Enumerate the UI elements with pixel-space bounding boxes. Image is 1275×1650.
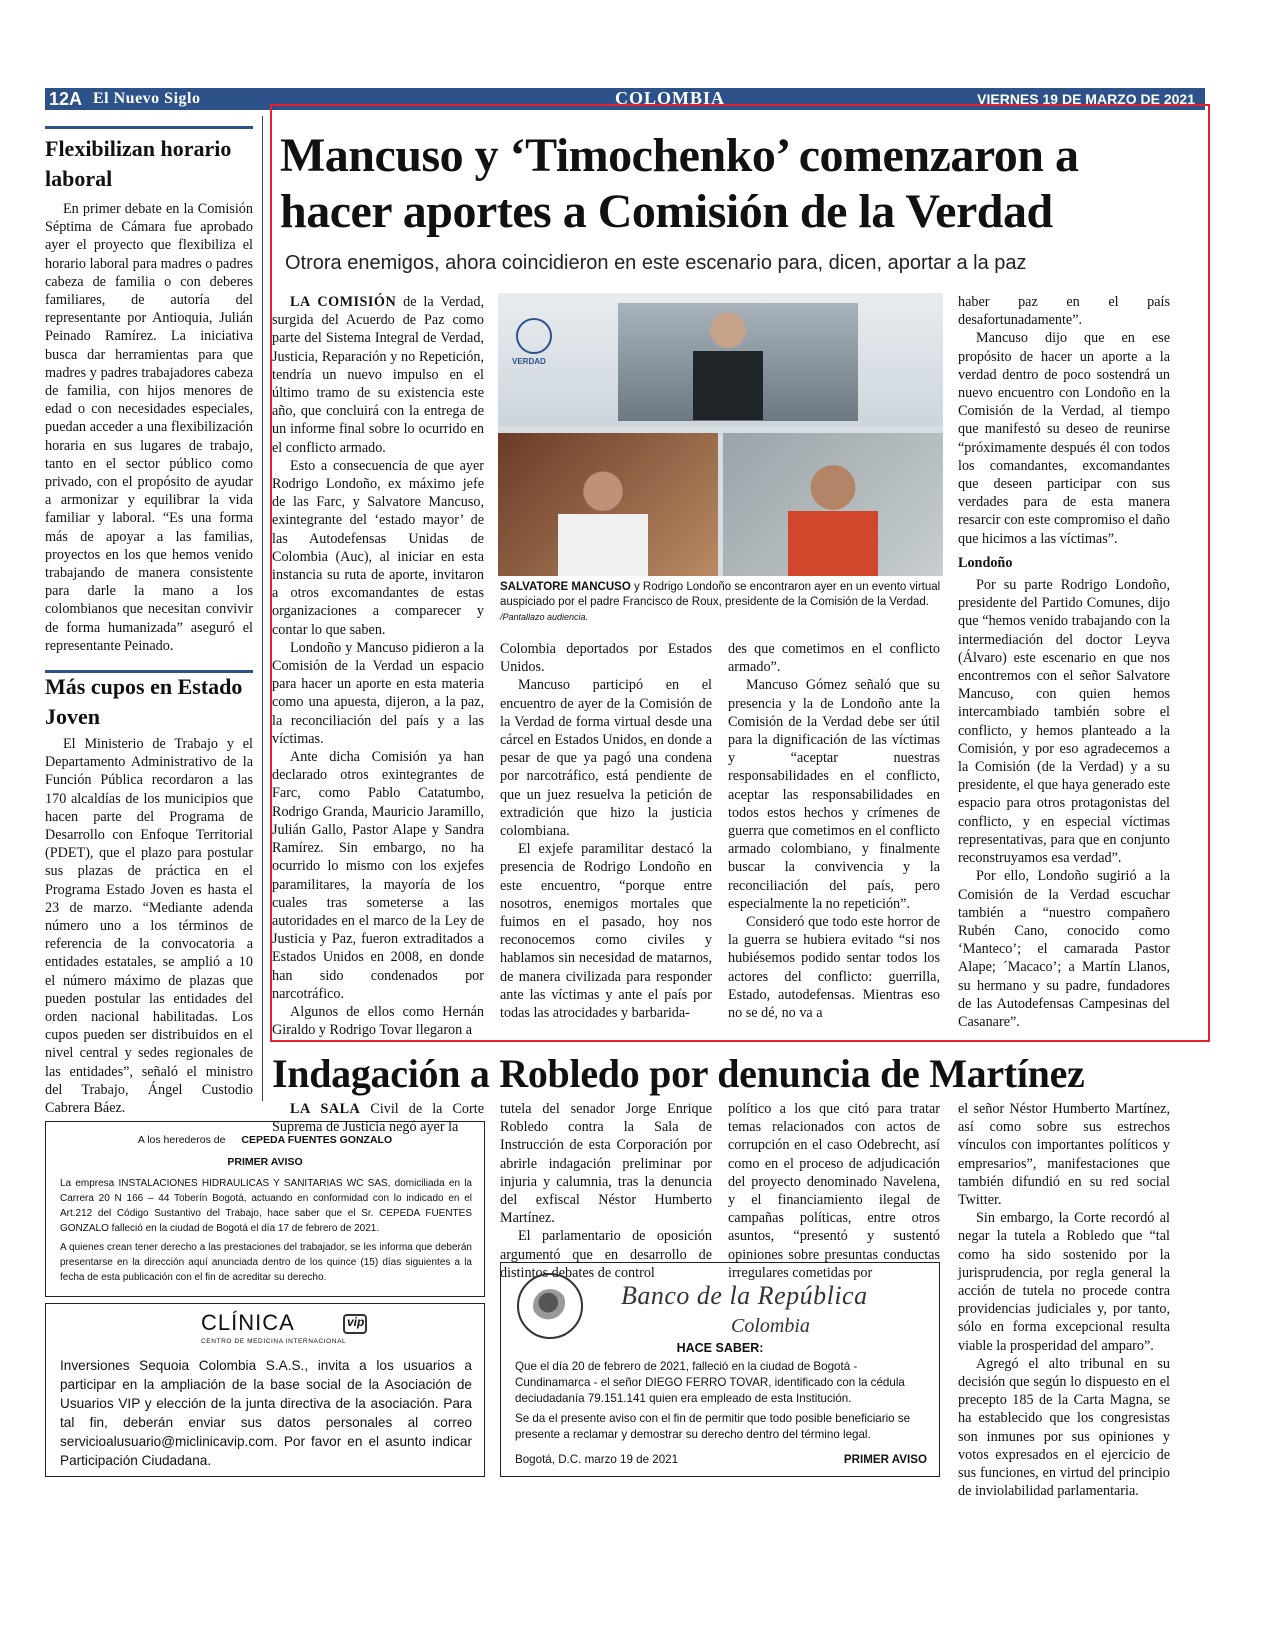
article-column: LA COMISIÓN de la Verdad, surgida del Acuerdo de Paz como parte del Sistema Integral de Verdad, Justicia, Reparación y no Repetición, tendría un nuevo impulso en el último tramo de su existencia este año, que concluirá con la entrega de un informe final sobre lo ocurrido en el conflicto armado. Esto a consecuencia de que ayer Rodrigo Londoño, ex máximo jefe de las Farc, y Salvatore Mancuso, exintegrante del ‘estado mayor’ de las Autodefensas Unidas de Colombia (Auc), al iniciar en esta instancia su ruta de aporte, invitaron a otros excomandantes de estas organizaciones a comparecer y contar lo que saben. Londoño y Mancuso pidieron a la Comisión de la Verdad un espacio para hacer un aporte en esta materia como una apuesta, dijeron, a la paz, la reconciliación del país y a las víctimas. Ante dicha Comisión ya han declarado otros exintegrantes de Farc, como Pablo Catatumbo, Rodrigo Granda, Mauricio Jaramillo, Julián Gallo, Pastor Alape y Sandra Ramírez. Sin embargo, no ha ocurrido lo mismo con los exjefes paramilitares, la mayoría de los cuales tras someterse a las autoridades en el marco de la Ley de Justicia y Paz, fueron extraditados a Estados Unidos en 2008, en donde han sido condenados por narcotráfico. Algunos de ellos como Hernán Giraldo y Rodrigo Tovar llegaron a	[272, 294, 485, 1039]
photo-caption: SALVATORE MANCUSO y Rodrigo Londoño se encontraron ayer en un evento virtual auspiciado por el padre Francisco de Roux, presidente de la Comisión de la Verdad. /Pantallazo audiencia.	[500, 581, 941, 622]
newspaper-name: El Nuevo Siglo	[93, 90, 201, 107]
article-column: el señor Néstor Humberto Martínez, así como sobre sus estrechos vínculos con importantes políticos y empresarios”, manifestaciones que también difundió en su red social Twitter. Sin embargo, la Corte recordó al negar la tutela a Robledo que “tal como ha sido sostenido por la jurisprudencia, por regla general la acción de tutela no procede contra providencias judiciales y, por tanto, sólo en forma excepcional resulta viable la prosperidad del amparo”. Agregó el alto tribunal en su decisión que según lo dispuesto en el precepto 185 de la Carta Magna, se ha establecido que los congresistas son inmunes por sus opiniones y votos expresados en el ejercicio de sus funciones, en virtud del principio de inviolabilidad parlamentaria.	[958, 1101, 1170, 1500]
clinic-ad	[45, 1303, 485, 1477]
page-number: 12A	[49, 89, 83, 109]
article-column: Colombia deportados por Estados Unidos. Mancuso participó en el encuentro de ayer de la Comisión de la Verdad de forma virtual desde una cárcel en Estados Unidos, en donde a pesar de que ya pagó una condena por narcotráfico, está pendiente de que un juez resuelva la petición de extradición que hizo la justicia colombiana. El exjefe paramilitar destacó la presencia de Rodrigo Londoño en este encuentro, “porque entre nosotros, enemigos mortales que fuimos en el pasado, hoy nos reconocemos como civiles y hablamos sin necesidad de matarnos, de manera civilizada para responder ante las víctimas y ante el país por todas las atrocidades y barbarida-	[500, 641, 712, 1022]
clinic-subtitle: CENTRO DE MEDICINA INTERNACIONAL	[201, 1338, 347, 1345]
brief-body: En primer debate en la Comisión Séptima de Cámara fue aprobado ayer el proyecto que flexibiliza el horario laboral para madres o padres cabeza de familia o con deberes familiares, de autoría del representante por Antioquia, Julián Peinado Ramírez. La iniciativa busca dar herramientas para que madres y padres trabajadores cabeza de familia, con hijos menores de edad o con necesidades especiales, puedan acceder a una flexibilización horaria en sus lugares de trabajo, tanto en el sector público como privado, con el propósito de ayudar a armonizar y equilibrar la vida familiar y laboral. “Es una forma más de apoyar a las familias, proyectos en los que hemos venido trabajando de manera consistente para darle la mano a los colombianos que necesitan convivir de forma humanizada” aseguró el representante Peinado.	[45, 201, 253, 654]
notice-heading: HACE SABER:	[676, 1341, 764, 1355]
brief-title: Más cupos en Estado Joven	[45, 674, 243, 729]
article-column: haber paz en el país desafortunadamente”. Mancuso dijo que en ese propósito de hacer un aporte a la verdad dentro de poco sostendrá un nuevo encuentro con Londoño en la Comisión de la Verdad, al tiempo que manifestó su deseo de reunirse “próximamente después él con todos los comandantes, excomandantes que deseen participar con sus verdades para de esta manera resarcir con este compromiso el daño que hicimos a las víctimas”. Londoño Por su parte Rodrigo Londoño, presidente del Partido Comunes, dijo que “hemos venido trabajando con la intermediación del doctor Leyva (Álvaro) este escenario en que nos encontremos con el señor Salvatore Mancuso, con quien hemos intercambiado también sobre el conflicto, y hemos planteado a la Comisión, y por eso agradecemos a la Comisión (de la Verdad) y a su presidente, el que haya generado este espacio para otros protagonistas del conflicto, y en especial víctimas representativas, para que en conjunto reconstruyamos esa verdad”. Por ello, Londoño sugirió a la Comisión de la Verdad escuchar también a “nuestro compañero Rubén Cano, conocido como ‘Manteco’; el camarada Pastor Alape; ´Macaco’; a Martín Llanos, su hermano y su padre, fundadores de las Autodefensas Campesinas del Casanare”.	[958, 294, 1170, 1030]
clinic-logo: CLÍNICA	[201, 1310, 295, 1335]
deceased-name: CEPEDA FUENTES GONZALO	[241, 1134, 393, 1146]
death-notice-ad: A los herederos de CEPEDA FUENTES GONZALO PRIMER AVISO La empresa INSTALACIONES HIDRAULICAS Y SANITARIAS WC SAS, domiciliada en la Carrera 20 N 166 – 44 Toberín Bogotá, actuando en conformidad con lo indicado en el Art.212 del Código Sustantivo del Trabajo, hace saber que el Sr. CEPEDA FUENTES GONZALO falleció en la ciudad de Bogotá el día 17 de febrero de 2021. A quienes crean tener derecho a las prestaciones del trabajador, se les informa que deberán presentarse en la dirección aquí anunciada dentro de los quince (15) días siguientes a la fecha de esta publicación con el fin de acreditar su derecho.	[45, 1121, 485, 1297]
article-column: político a los que citó para tratar temas relacionados con actos de corrupción en el caso Odebrecht, así como en el proceso de adjudicación del proyecto denominado Navelena, y el financiamiento ilegal de campañas políticas, entre otros asuntos, “presentó y sustentó opiniones sobre presuntas conductas irregulares cometidas por	[728, 1101, 940, 1281]
bank-seal-icon	[517, 1273, 583, 1339]
headline: Indagación a Robledo por denuncia de Martínez	[272, 1051, 1085, 1096]
lead-in: LA COMISIÓN	[290, 294, 397, 310]
brief-rule	[45, 126, 253, 129]
photo-logo-label: VERDAD	[512, 357, 546, 366]
bank-name: Banco de la República	[621, 1281, 868, 1310]
ad-body: Inversiones Sequoia Colombia S.A.S., invita a los usuarios a participar en la ampliación de la base social de la Asociación de Usuarios VIP y elección de la junta directiva de la asociación. Para tal fin, deberán enviar sus datos personales al correo servicioalusuario@miclinicavip.com. Por favor en el asunto indicar Participación Ciudadana.	[60, 1358, 472, 1468]
lead-in: LA SALA	[290, 1101, 361, 1117]
article-column: tutela del senador Jorge Enrique Robledo contra la Sala de Instrucción de esta Corporación por abrirle indagación preliminar por injuria y calumnia, tras la denuncia del exfiscal Néstor Humberto Martínez. El parlamentario de oposición argumentó que en desarrollo de distintos debates de control	[500, 1101, 712, 1281]
ad-body: La empresa INSTALACIONES HIDRAULICAS Y SANITARIAS WC SAS, domiciliada en la Carrera 20 N 166 – 44 Toberín Bogotá, actuando en conformidad con lo indicado en el Art.212 del Código Sustantivo del Trabajo, hace saber que el Sr. CEPEDA FUENTES GONZALO falleció en la ciudad de Bogotá el día 17 de febrero de 2021.	[60, 1178, 472, 1234]
deck: Otrora enemigos, ahora coincidieron en este escenario para, dicen, aportar a la paz	[285, 252, 1027, 274]
notice-label: PRIMER AVISO	[227, 1156, 303, 1168]
section-name: COLOMBIA	[615, 88, 726, 108]
article-column: LA SALA Civil de la Corte Suprema de Justicia negó ayer la	[272, 1101, 484, 1136]
brief-body: El Ministerio de Trabajo y el Departamento Administrativo de la Función Pública recordaron a las 170 alcaldías de los municipios que hacen parte del Programa de Desarrollo con Enfoque Territorial (PDET), que el plazo para postular sus plazas de práctica en el Programa Estado Joven es hasta el 23 de marzo. “Mediante adenda número uno a los términos de referencia de la convocatoria a entidades estatales, se amplió a 10 el número máximo de plazas que pueden postular las entidades del orden nacional habilitadas. Los cupos pueden ser distribuidos en el nivel central y sedes regionales de las entidades”, señaló el ministro del Trabajo, Ángel Custodio Cabrera Báez.	[45, 736, 253, 1117]
ad-body: A quienes crean tener derecho a las prestaciones del trabajador, se les informa que deberán presentarse en la dirección aquí anunciada dentro de los quince (15) días siguientes a la fecha de esta publicación con el fin de acreditar su derecho.	[60, 1242, 472, 1283]
vip-logo-icon: vip	[343, 1314, 367, 1334]
ad-body: Que el día 20 de febrero de 2021, falleció en la ciudad de Bogotá - Cundinamarca - el señor DIEGO FERRO TOVAR, identificado con la cédula deciudadanía 79.151.141 quien era empleado de esta Institución.	[515, 1360, 905, 1405]
column-divider	[262, 116, 263, 1101]
bank-notice-ad	[500, 1262, 940, 1477]
commission-logo-icon	[516, 318, 552, 354]
headline: Mancuso y ‘Timochenko’ comenzaron a hacer aportes a Comisión de la Verdad	[280, 129, 1079, 238]
issue-date: VIERNES 19 DE MARZO DE 2021	[977, 91, 1195, 107]
article-photo	[498, 293, 943, 576]
bank-country: Colombia	[731, 1315, 810, 1337]
article-column: des que cometimos en el conflicto armado”. Mancuso Gómez señaló que su presencia y la de Londoño ante la Comisión de la Verdad debe ser útil para la dignificación de las víctimas y “aceptar nuestras responsabilidades en el conflicto, aceptar las responsabilidades en todos estos hechos y crímenes de guerra que cometimos en el conflicto armado colombiano, y finalmente buscar la convivencia y la reconciliación del país, pero especialmente la no repetición”. Consideró que todo este horror de la guerra se hubiera evitado “si nos hubiésemos podido sentar todos los actores del conflicto: guerrilla, Estado, autodefensas. Mientras eso no se dé, no va a	[728, 641, 940, 1022]
ad-footer: Bogotá, D.C. marzo 19 de 2021 PRIMER AVISO	[515, 1453, 927, 1466]
ad-body: Se da el presente aviso con el fin de permitir que todo posible beneficiario se presente a reclamar y demostrar su derecho dentro del término legal.	[515, 1412, 911, 1441]
subhead: Londoño	[958, 554, 1013, 571]
brief-title: Flexibilizan horario laboral	[45, 136, 232, 191]
